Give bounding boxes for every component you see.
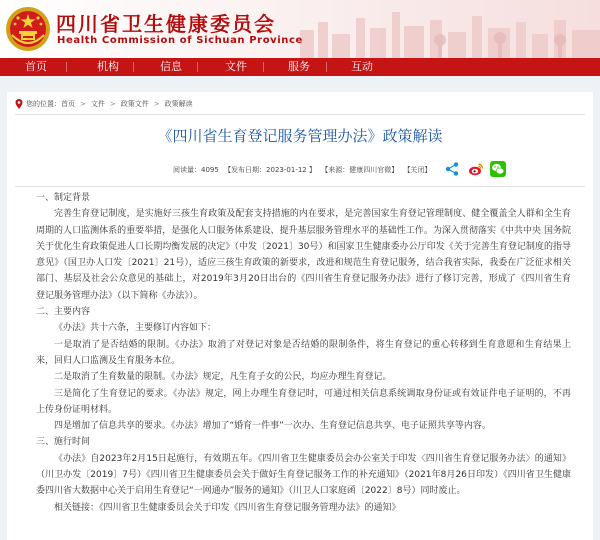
nav-divider xyxy=(66,62,67,72)
article-panel xyxy=(7,92,593,540)
national-emblem-icon xyxy=(4,5,52,53)
breadcrumb-policy-documents[interactable]: 政策文件 xyxy=(120,100,149,108)
site-header xyxy=(0,0,600,58)
breadcrumb-separator: > xyxy=(80,100,86,108)
nav-item-services[interactable]: 服务 xyxy=(288,60,310,73)
site-subtitle: Health Commission of Sichuan Province xyxy=(57,35,303,46)
section-heading: 三、施行时间 xyxy=(36,437,91,448)
article-paragraph: 二是取消了生育数量的限制。《办法》规定，凡生育子女的公民，均应办理生育登记。 xyxy=(54,372,392,383)
share-icon[interactable] xyxy=(444,161,460,177)
wechat-icon[interactable] xyxy=(490,161,506,177)
article-paragraph: 一是取消了是否结婚的限制。《办法》取消了对登记对象是否结婚的限制条件，将生育登记的重心转移到生育意愿和生育结果上来，回归人口监测及生育服务本位。 xyxy=(36,339,571,366)
breadcrumb xyxy=(15,98,193,110)
nav-divider xyxy=(133,62,134,72)
divider xyxy=(15,186,585,187)
publish-date: 【发布日期：2023-01-12 】 xyxy=(224,166,316,174)
breadcrumb-home[interactable]: 首页 xyxy=(61,100,75,108)
article-paragraph: 四是增加了信息共享的要求。《办法》增加了“婚育一件事”一次办、生育登记信息共享、电子证照共享等内容。 xyxy=(54,421,491,432)
article-title: 《四川省生育登记服务管理办法》政策解读 xyxy=(157,127,443,145)
weibo-icon[interactable] xyxy=(468,161,484,177)
nav-item-documents[interactable]: 文件 xyxy=(225,60,247,73)
breadcrumb-separator: > xyxy=(109,100,116,108)
breadcrumb-prefix: 您的位置： xyxy=(26,100,61,108)
section-heading: 二、主要内容 xyxy=(36,307,91,318)
view-count: 阅读量：4095 xyxy=(173,166,219,174)
breadcrumb-separator: > xyxy=(153,100,160,108)
nav-item-institutions[interactable]: 机构 xyxy=(97,60,119,73)
close-link[interactable]: 【关闭】 xyxy=(403,166,432,174)
location-pin-icon xyxy=(15,99,23,109)
nav-item-home[interactable]: 首页 xyxy=(25,60,47,73)
nav-divider xyxy=(197,62,198,72)
divider xyxy=(15,114,585,115)
nav-divider xyxy=(263,62,264,72)
nav-divider xyxy=(326,62,327,72)
article-meta xyxy=(7,158,593,182)
site-title[interactable]: 四川省卫生健康委员会 xyxy=(56,12,276,36)
related-link[interactable]: 相关链接：《四川省卫生健康委员会关于印发《四川省生育登记服务管理办法》的通知》 xyxy=(54,502,401,513)
article-source: 【来源：健康四川官微】 xyxy=(321,166,399,174)
breadcrumb-policy-interpretation[interactable]: 政策解读 xyxy=(164,100,193,108)
section-heading: 一、制定背景 xyxy=(36,193,91,203)
article-paragraph: 《办法》自2023年2月15日起施行，有效期五年。《四川省卫生健康委员会办公室关于印发〈四川省生育登记服务办法〉的通知》（川卫办发〔2019〕7号）《四川省卫生健康委员会关于做好生育登记服务工作的补充通知》（2021年8月26日印发）《四川省卫生健康委四川省大数据中心关于启用生育登记“一网通办”服务的通知》（川卫人口家庭函〔2022〕8号）同时废止。 xyxy=(36,453,571,497)
breadcrumb-documents[interactable]: 文件 xyxy=(90,100,105,108)
nav-item-interaction[interactable]: 互动 xyxy=(351,60,373,73)
article-paragraph: 《办法》共十六条，主要修订内容如下： xyxy=(54,323,217,334)
article-paragraph: 三是简化了生育登记的要求。《办法》规定，网上办理生育登记时，可通过相关信息系统调取身份证或有效证件电子证明的，不再上传身份证明材料。 xyxy=(36,388,571,415)
article-paragraph: 完善生育登记制度，是实施好三孩生育政策及配套支持措施的内在要求，是完善国家生育登记管理制度、健全覆盖全人群和全生育周期的人口监测体系的重要举措，是强化人口服务体系建设、提升基层服务管理水平的基础性工作。为深入贯彻落实《中共中央 国务院关于优化生育政策促进人口长期均衡发展的决定》（中发〔2021〕30号）和国家卫生健康委办公厅印发《关于完善生育登记制度的指导意见》（国卫办人口发〔2021〕21号），适应三孩生育政策的新要求，改进和规范生育登记服务，结合我省实际，我委在广泛征求相关部门、基层及社会公众意见的基础上，对2019年3月20日出台的《四川省生育登记服务办法》进行了修订完善，形成了《四川省生育登记服务管理办法》（以下简称《办法》）。 xyxy=(36,209,571,301)
nav-item-information[interactable]: 信息 xyxy=(160,60,182,73)
article-body xyxy=(36,190,571,516)
main-nav xyxy=(0,58,600,76)
